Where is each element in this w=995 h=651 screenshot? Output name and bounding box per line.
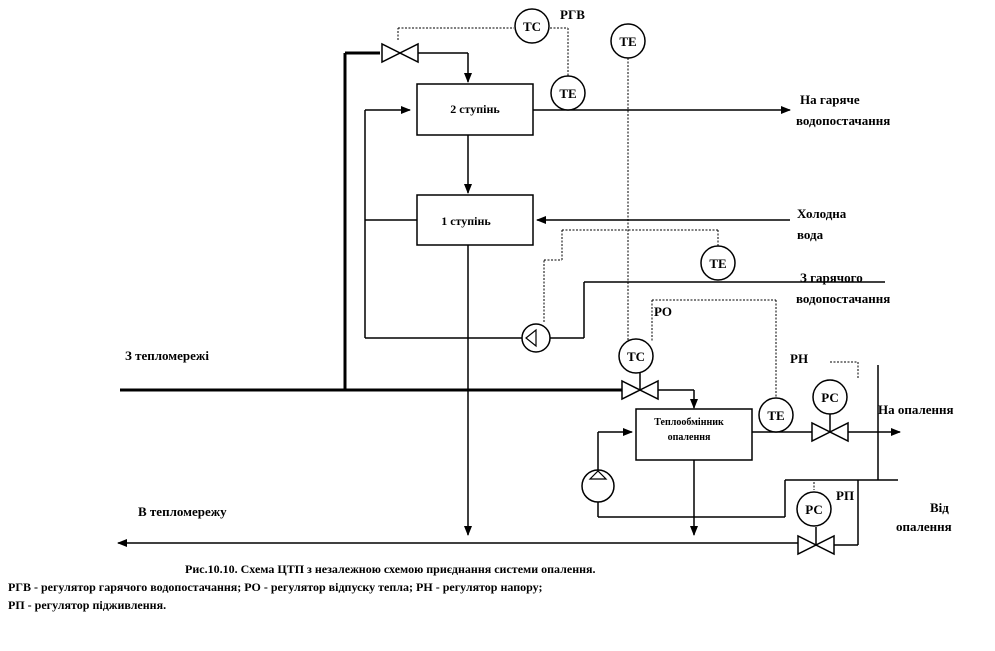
svg-text:РС: РС bbox=[821, 390, 839, 405]
svg-text:РС: РС bbox=[805, 502, 823, 517]
label-cold-water-1: Холодна bbox=[797, 206, 847, 221]
label-rn: РН bbox=[790, 351, 809, 366]
instrument-te-vertical bbox=[611, 24, 645, 58]
heat-exchanger-label-line2: опалення bbox=[667, 432, 711, 443]
recirculation-pump-icon bbox=[522, 324, 550, 352]
instrument-ts-mid bbox=[619, 339, 653, 373]
instrument-te-right bbox=[701, 246, 735, 280]
svg-text:ТЕ: ТЕ bbox=[559, 86, 577, 101]
valve-rn bbox=[812, 414, 848, 441]
label-ro: РО bbox=[654, 304, 672, 319]
label-cold-water-2: вода bbox=[797, 227, 824, 242]
instrument-te-heat bbox=[759, 398, 793, 432]
svg-text:ТЕ: ТЕ bbox=[709, 256, 727, 271]
heat-exchanger-label-line1: Теплообмінник bbox=[654, 417, 724, 428]
label-from-hot-water-2: водопостачання bbox=[796, 291, 891, 306]
figure-caption-title: Рис.10.10. Схема ЦТП з незалежною схемою приєднання системи опалення. bbox=[185, 562, 596, 576]
stage-2-label: 2 ступінь bbox=[450, 102, 500, 116]
stage-2-box bbox=[417, 84, 533, 135]
instrument-rs-upper bbox=[813, 380, 847, 414]
heating-heat-exchanger-box bbox=[636, 409, 752, 460]
stage-1-box bbox=[417, 195, 533, 245]
svg-text:ТЕ: ТЕ bbox=[767, 408, 785, 423]
label-from-heating-1: Від bbox=[930, 500, 949, 515]
label-hot-water-supply-1: На гаряче bbox=[800, 92, 860, 107]
label-to-heat-network: В тепломережу bbox=[138, 504, 227, 519]
label-from-heating-2: опалення bbox=[896, 519, 952, 534]
label-to-heating: На опалення bbox=[878, 402, 954, 417]
svg-text:ТЕ: ТЕ bbox=[619, 34, 637, 49]
label-from-heat-network: З тепломережі bbox=[125, 348, 209, 363]
figure-caption-legend-line2: РП - регулятор підживлення. bbox=[8, 598, 167, 612]
label-hot-water-supply-2: водопостачання bbox=[796, 113, 891, 128]
instrument-ts-top bbox=[515, 9, 549, 43]
figure-caption-legend-line1: РГВ - регулятор гарячого водопостачання; РО - регулятор відпуску тепла; РН - регулятор напору; bbox=[8, 580, 543, 594]
instrument-te-top bbox=[551, 76, 585, 110]
label-rgv: РГВ bbox=[560, 7, 585, 22]
svg-text:ТС: ТС bbox=[522, 19, 542, 34]
heating-circulation-pump-icon bbox=[582, 470, 614, 502]
valve-ro bbox=[622, 372, 658, 399]
valve-rgv bbox=[382, 44, 418, 62]
svg-text:ТС: ТС bbox=[626, 349, 646, 364]
label-rp: РП bbox=[836, 488, 855, 503]
stage-1-label: 1 ступінь bbox=[441, 214, 491, 228]
valve-rp bbox=[798, 527, 834, 554]
instrument-rs-lower bbox=[797, 492, 831, 526]
label-from-hot-water-1: З гарячого bbox=[800, 270, 863, 285]
